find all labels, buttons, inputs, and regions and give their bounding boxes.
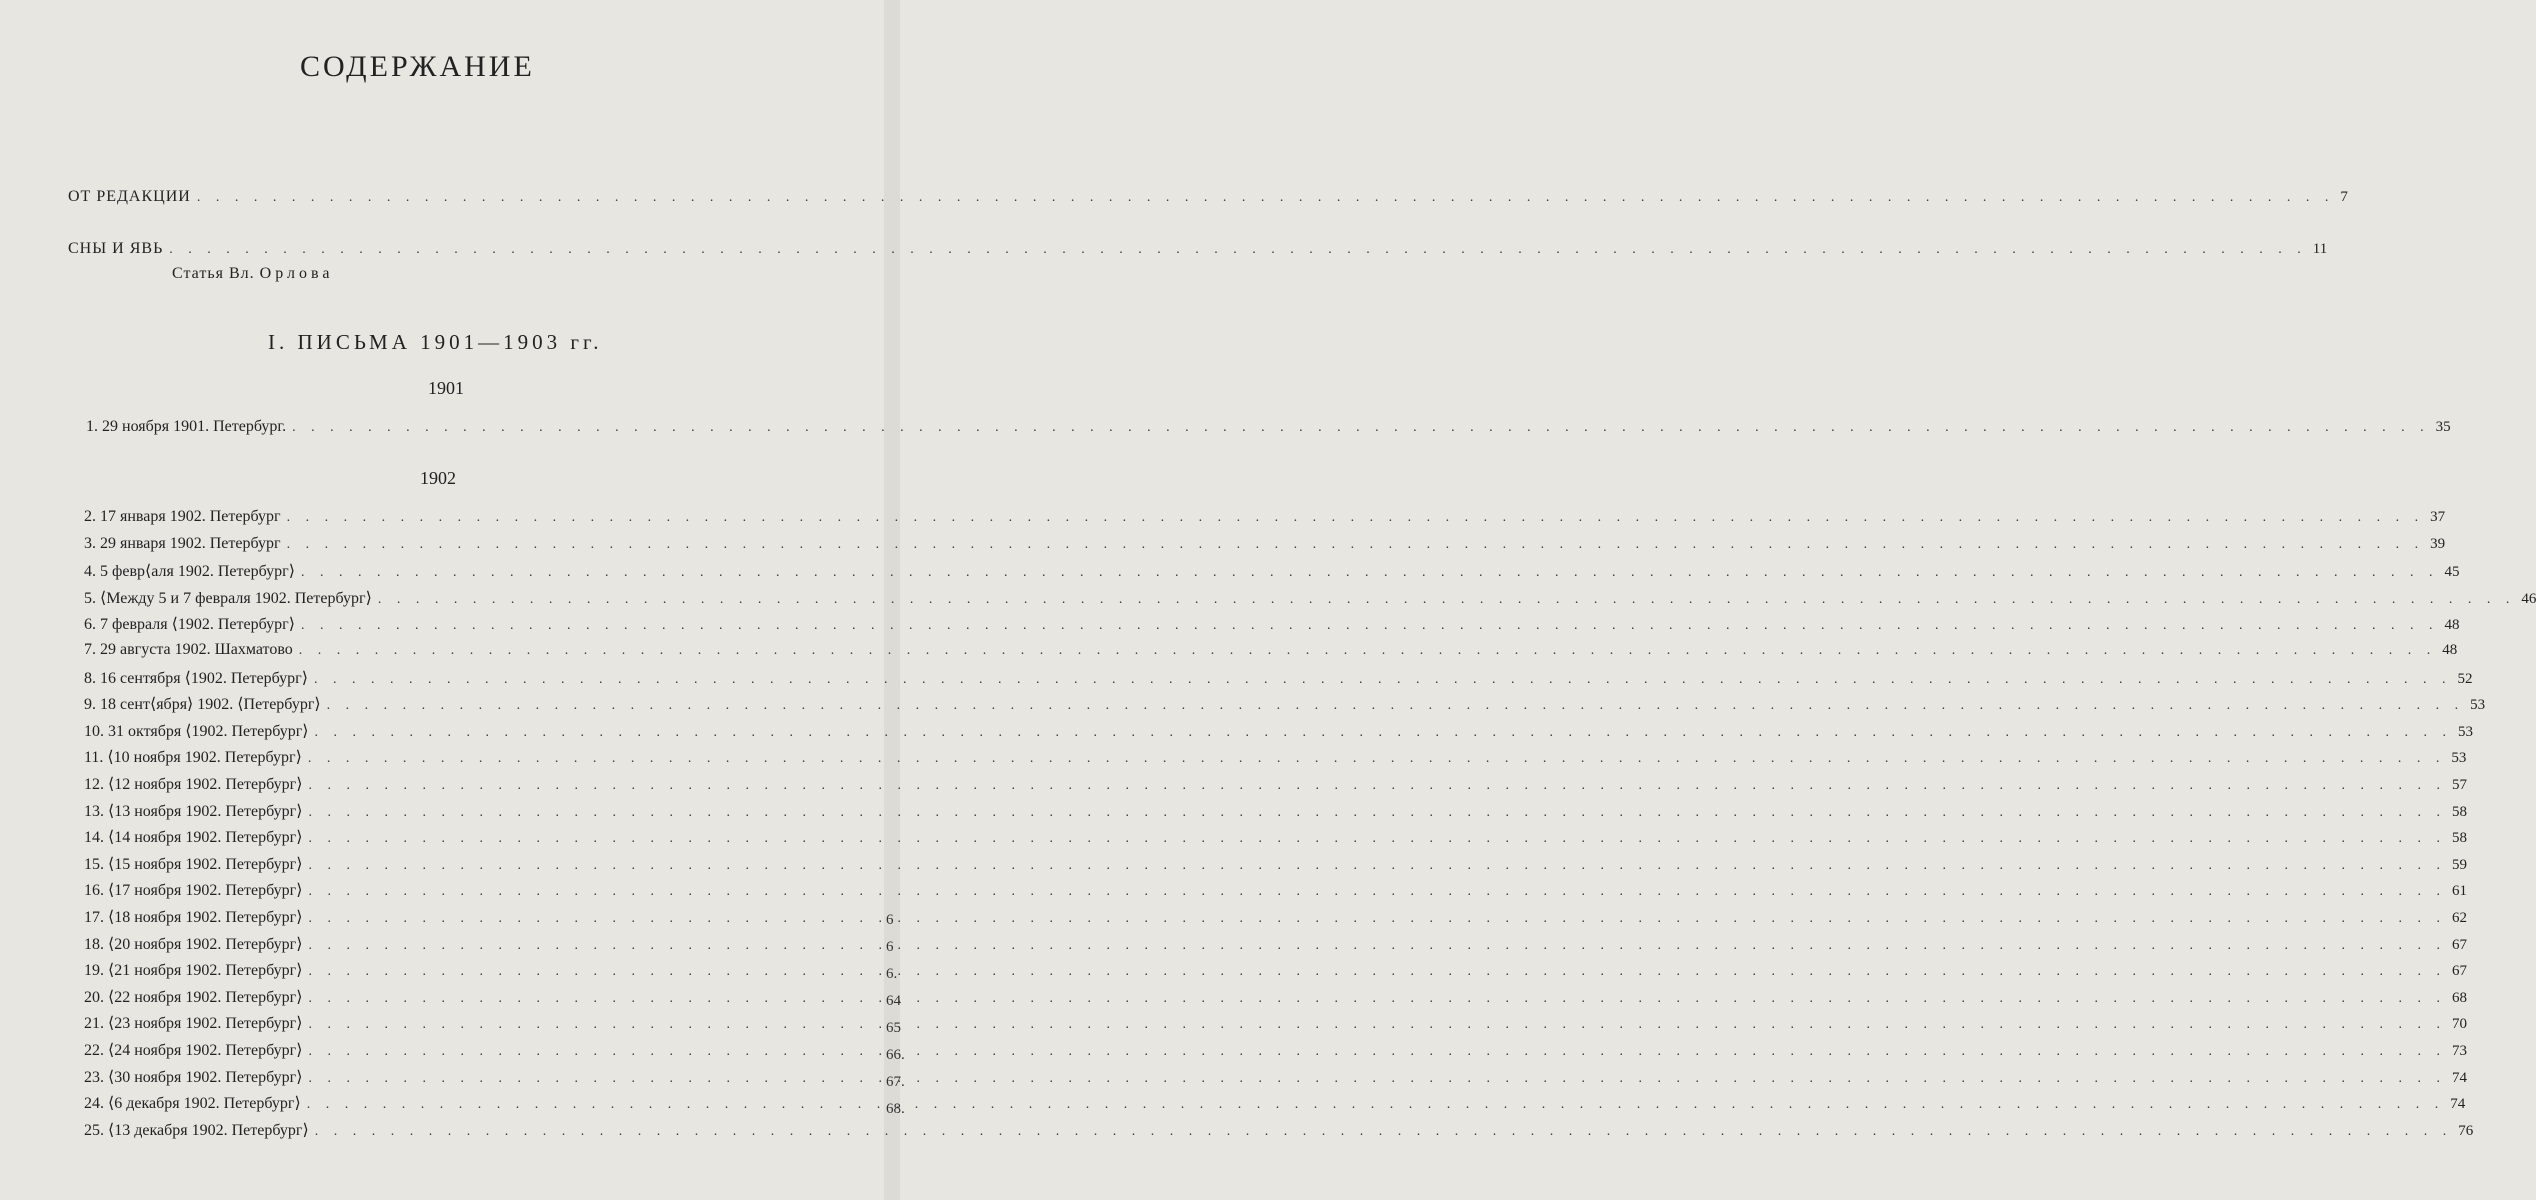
dot-leader (308, 964, 2446, 980)
entry-page-number: 48 (2442, 642, 2458, 658)
entry-page-number: 62 (2451, 910, 2467, 926)
dot-leader (308, 911, 2446, 927)
list-item (84, 880, 2467, 900)
entry-page-number: 76 (2458, 1123, 2474, 1139)
dot-leader (308, 938, 2446, 954)
dot-leader (292, 420, 2430, 436)
entry-page-number: 68 (2451, 990, 2467, 1006)
dot-leader (287, 537, 2425, 553)
entry-title: 20. ⟨22 ноября 1902. Петербург⟩ (84, 989, 303, 1006)
entry-page-number: 39 (2430, 536, 2446, 552)
dot-leader (308, 1044, 2446, 1060)
entry-title: ОТ РЕДАКЦИИ (68, 188, 191, 205)
entry-title: 25. ⟨13 декабря 1902. Петербург⟩ (84, 1122, 309, 1139)
list-item (84, 508, 2446, 526)
author-note (172, 265, 333, 283)
dot-leader (308, 778, 2446, 794)
page-title: СОДЕРЖАНИЕ (300, 50, 535, 83)
entry-page-number: 46 (2521, 591, 2536, 607)
entry-title: 3. 29 января 1902. Петербург (84, 535, 281, 552)
list-item (84, 535, 2446, 553)
entry-title: 23. ⟨30 ноября 1902. Петербург⟩ (84, 1069, 303, 1086)
dot-leader (299, 643, 2437, 659)
entry-title: 10. 31 октября ⟨1902. Петербург⟩ (84, 723, 309, 740)
entry-page-number: 58 (2451, 804, 2467, 820)
entry-title: 9. 18 сент⟨ября⟩ 1902. ⟨Петербург⟩ (84, 696, 321, 713)
entry-page-number: 74 (2451, 1070, 2467, 1086)
dot-leader (308, 858, 2446, 874)
dot-leader (287, 510, 2425, 526)
entry-title: 19. ⟨21 ноября 1902. Петербург⟩ (84, 962, 303, 979)
entry-page-number: 67 (2451, 937, 2467, 953)
dot-leader (169, 242, 2307, 258)
author-prefix: Статья Вл. (172, 265, 255, 282)
entry-page-number: 53 (2451, 750, 2467, 766)
dot-leader (307, 1097, 2445, 1113)
dot-leader (308, 1071, 2446, 1087)
entry-title: СНЫ И ЯВЬ (68, 240, 164, 257)
list-item (84, 827, 2467, 847)
entry-title: 11. ⟨10 ноября 1902. Петербург⟩ (84, 749, 302, 766)
dot-leader (315, 725, 2453, 741)
dot-leader (308, 831, 2446, 847)
dot-leader (314, 672, 2452, 688)
entry-page-number: 7 (2340, 189, 2348, 205)
entry-page-number: 11 (2312, 241, 2328, 257)
year-heading: 1902 (420, 468, 456, 488)
dot-leader (308, 991, 2446, 1007)
list-item (84, 641, 2458, 659)
entry-page-number: 53 (2470, 697, 2486, 713)
entry-page-number: 67 (2451, 963, 2467, 979)
list-item (84, 801, 2467, 821)
list-item (86, 418, 2451, 436)
entry-page-number: 57 (2451, 777, 2467, 793)
entry-title: 7. 29 августа 1902. Шахматово (84, 641, 293, 658)
edge-page-number: 64 (886, 993, 901, 1009)
list-item (68, 188, 2348, 206)
entry-title: 12. ⟨12 ноября 1902. Петербург⟩ (84, 776, 303, 793)
entry-title: 21. ⟨23 ноября 1902. Петербург⟩ (84, 1015, 303, 1032)
entry-title: 14. ⟨14 ноября 1902. Петербург⟩ (84, 829, 303, 846)
edge-page-number: 68. (886, 1101, 905, 1117)
edge-page-number: 67. (886, 1074, 905, 1090)
entry-title: 22. ⟨24 ноября 1902. Петербург⟩ (84, 1042, 303, 1059)
entry-page-number: 53 (2458, 724, 2474, 740)
entry-title: 8. 16 сентября ⟨1902. Петербург⟩ (84, 670, 308, 687)
year-heading: 1901 (428, 378, 464, 398)
list-item (84, 694, 2486, 714)
list-item (84, 721, 2474, 741)
author-name: Орлова (259, 265, 334, 282)
list-item (84, 907, 2467, 927)
dot-leader (327, 698, 2465, 714)
dot-leader (378, 592, 2516, 608)
dot-leader (315, 1124, 2453, 1140)
list-item (84, 1120, 2474, 1140)
entry-page-number: 58 (2451, 830, 2467, 846)
entry-page-number: 73 (2451, 1043, 2467, 1059)
edge-page-number: 6 (886, 939, 894, 955)
entry-page-number: 59 (2451, 857, 2467, 873)
entry-page-number: 70 (2451, 1016, 2467, 1032)
list-item (68, 240, 2328, 258)
edge-page-number: 65 (886, 1020, 901, 1036)
list-item (84, 934, 2467, 954)
entry-title: 16. ⟨17 ноября 1902. Петербург⟩ (84, 882, 303, 899)
edge-page-number: 6 (886, 912, 894, 928)
entry-title: 5. ⟨Между 5 и 7 февраля 1902. Петербург⟩ (84, 590, 372, 607)
entry-title: 18. ⟨20 ноября 1902. Петербург⟩ (84, 936, 303, 953)
entry-title: 1. 29 ноября 1901. Петербург. (86, 418, 287, 435)
entry-title: 24. ⟨6 декабря 1902. Петербург⟩ (84, 1095, 301, 1112)
entry-page-number: 74 (2450, 1096, 2466, 1112)
dot-leader (301, 618, 2439, 634)
entry-page-number: 37 (2430, 509, 2446, 525)
list-item (84, 614, 2460, 634)
edge-page-number: 6. (886, 966, 898, 982)
dot-leader (308, 751, 2446, 767)
entry-title: 15. ⟨15 ноября 1902. Петербург⟩ (84, 856, 303, 873)
dot-leader (301, 565, 2439, 581)
list-item (84, 854, 2467, 874)
entry-title: 4. 5 февр⟨аля 1902. Петербург⟩ (84, 563, 295, 580)
list-item (84, 668, 2473, 688)
dot-leader (308, 805, 2446, 821)
list-item (84, 960, 2467, 980)
entry-title: 13. ⟨13 ноября 1902. Петербург⟩ (84, 803, 303, 820)
entry-page-number: 52 (2457, 671, 2473, 687)
entry-page-number: 48 (2444, 617, 2460, 633)
entry-page-number: 45 (2444, 564, 2460, 580)
entry-title: 17. ⟨18 ноября 1902. Петербург⟩ (84, 909, 303, 926)
entry-title: 2. 17 января 1902. Петербург (84, 508, 281, 525)
part-title: I. ПИСЬМА 1901—1903 гг. (268, 330, 603, 354)
entry-page-number: 35 (2435, 419, 2451, 435)
list-item (84, 747, 2467, 767)
dot-leader (308, 884, 2446, 900)
entry-title: 6. 7 февраля ⟨1902. Петербург⟩ (84, 616, 295, 633)
entry-page-number: 61 (2451, 883, 2467, 899)
list-item (84, 561, 2460, 581)
edge-page-number: 66. (886, 1047, 905, 1063)
list-item (84, 588, 2536, 608)
dot-leader (197, 190, 2335, 206)
dot-leader (308, 1017, 2446, 1033)
list-item (84, 774, 2467, 794)
